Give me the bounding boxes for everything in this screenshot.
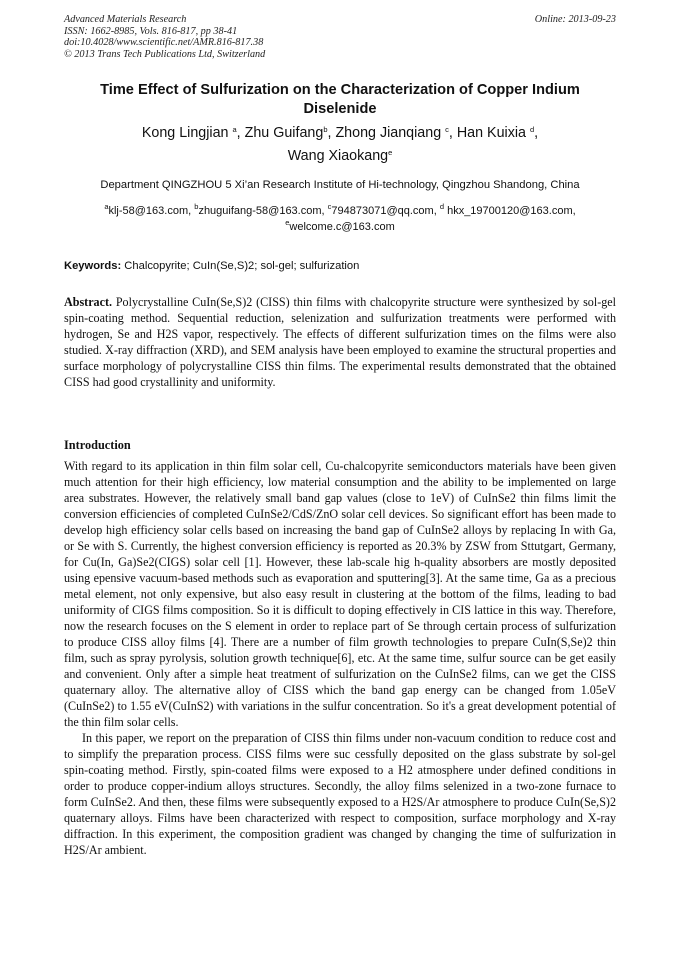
- email: $^c$794873071@qq.com,: [327, 202, 440, 217]
- keywords: [64, 259, 616, 273]
- author-list: [64, 122, 616, 168]
- copyright-line: © 2013 Trans Tech Publications Ltd, Switzerland: [64, 48, 266, 60]
- paragraph: With regard to its application in thin film solar cell, Cu-chalcopyrite semiconductors materials have been given much attention for their high efficiency, low material consumption and the ability to be implemented on large area substrates. However, the relatively small band gap values (close to 1eV) of CuInSe2 thin films limit the conversion efficiencies of completed CuInSe2/CdS/ZnO solar cell devices. So significant effort has been made to develop high efficiency solar cells based on increasing the band gap of CuInSe2 alloys by replacing In with Ga, or Se with S. Currently, the highest conversion efficiency is reported as 20.3% by ZSW from Sttutgart, Germany, for Cu(In, Ga)Se2(CIGS) solar cell [1]. However, these lab-scale hig h-quality absorbers are mostly deposited using epensive vacuum-based methods such as evaporation and sputtering[3]. At the same time, Ga as a precious metal element, not only expensive, but also easy result in clustering at the bottom of the films, leading to bad uniformity of CIGS films composition. So it is difficult to doping effectively in CIS lattice in this way. Therefore, now the research focuses on the S element in order to replace part of Se through certain process of sulfurization to produce CISS alloy films [4]. There are a number of film growth technologies to prepare CuIn(S,Se)2 thin film, such as spray pyrolysis, solution growth technique[6], etc. At the same time, sulfur source can be get easily and convenient. Only after a simple heat treatment of sulfurization on the CuInSe2 films, can we get the CISS quaternary alloy. The alternative alloy of CISS which the band gap energy can be changed from 1.05eV (CuInSe2) to 1.55 eV(CuInS2) with variations in the sulfur concentration. So it's a great development potential of the thin film solar cells.: [64, 459, 616, 729]
- journal-name: Advanced Materials Research: [64, 14, 187, 25]
- doi-line: doi:10.4028/www.scientific.net/AMR.816-817.38: [64, 37, 264, 48]
- email: $^d$ hkx_19700120@163.com,: [439, 202, 576, 217]
- author: Han Kuixia $^d$,: [456, 125, 539, 141]
- email: $^e$welcome.c@163.com: [285, 218, 395, 233]
- abstract: [64, 294, 616, 390]
- paper-title: Time Effect of Sulfurization on the Characterization of Copper Indium Diselenide: [100, 82, 580, 117]
- abstract-label: Abstract.: [64, 295, 113, 309]
- email: $^a$klj-58@163.com,: [104, 202, 195, 217]
- email-list: [64, 203, 616, 235]
- author: Wang Xiaokang$^e$: [287, 148, 393, 164]
- affiliation: Department QINGZHOU 5 Xi’an Research Institute of Hi-technology, Qingzhou Shandong, China: [100, 179, 580, 191]
- author: Kong Lingjian $^a$,: [141, 125, 245, 141]
- journal-header: [64, 14, 616, 60]
- email: $^b$zhuguifang-58@163.com,: [194, 202, 328, 217]
- author: Zhu Guifang$^b$,: [244, 125, 336, 141]
- paragraph: In this paper, we report on the preparation of CISS thin films under non-vacuum condition to reduce cost and to simplify the preparation process. CISS films were suc cessfully deposited on the glass substrate by sol-gel spin-coating method. Firstly, spin-coated films were exposed to a H2 atmosphere under defined conditions in order to produce copper-indium alloys structures. Secondly, the alloy films selenized in a two-zone furnace to form CuInSe2. And then, these films were subsequently exposed to a H2S/Ar atmosphere to produce CuIn(Se,S)2 quaternary alloys. Films have been characterized with respect to composition, surface morphology and X-ray diffraction. In this experiment, the composition gradient was changed by changing the time of sulfurization in H2S/Ar ambient.: [64, 731, 616, 857]
- online-date: Online: 2013-09-23: [534, 14, 616, 25]
- author: Zhong Jianqiang $^c$,: [335, 125, 457, 141]
- introduction-body: [64, 458, 616, 858]
- keywords-label: Keywords:: [64, 260, 122, 272]
- keywords-text: Chalcopyrite; CuIn(Se,S)2; sol-gel; sulfurization: [121, 260, 360, 272]
- abstract-text: Polycrystalline CuIn(Se,S)2 (CISS) thin films with chalcopyrite structure were synthesized by sol-gel spin-coating method. Sequential reduction, selenization and sulfurization treatments were performed with hydrogen, Se and H2S vapor, respectively. The effects of different sulfurization times on the films were also studied. X-ray diffraction (XRD), and SEM analysis have been employed to examine the structural properties and surface morphology of polycrystalline CISS thin films. The experimental results demonstrated that the obtained CISS had good crystallinity and uniformity.: [64, 295, 616, 389]
- issn-line: ISSN: 1662-8985, Vols. 816-817, pp 38-41: [64, 25, 238, 37]
- introduction-heading: Introduction: [64, 438, 131, 452]
